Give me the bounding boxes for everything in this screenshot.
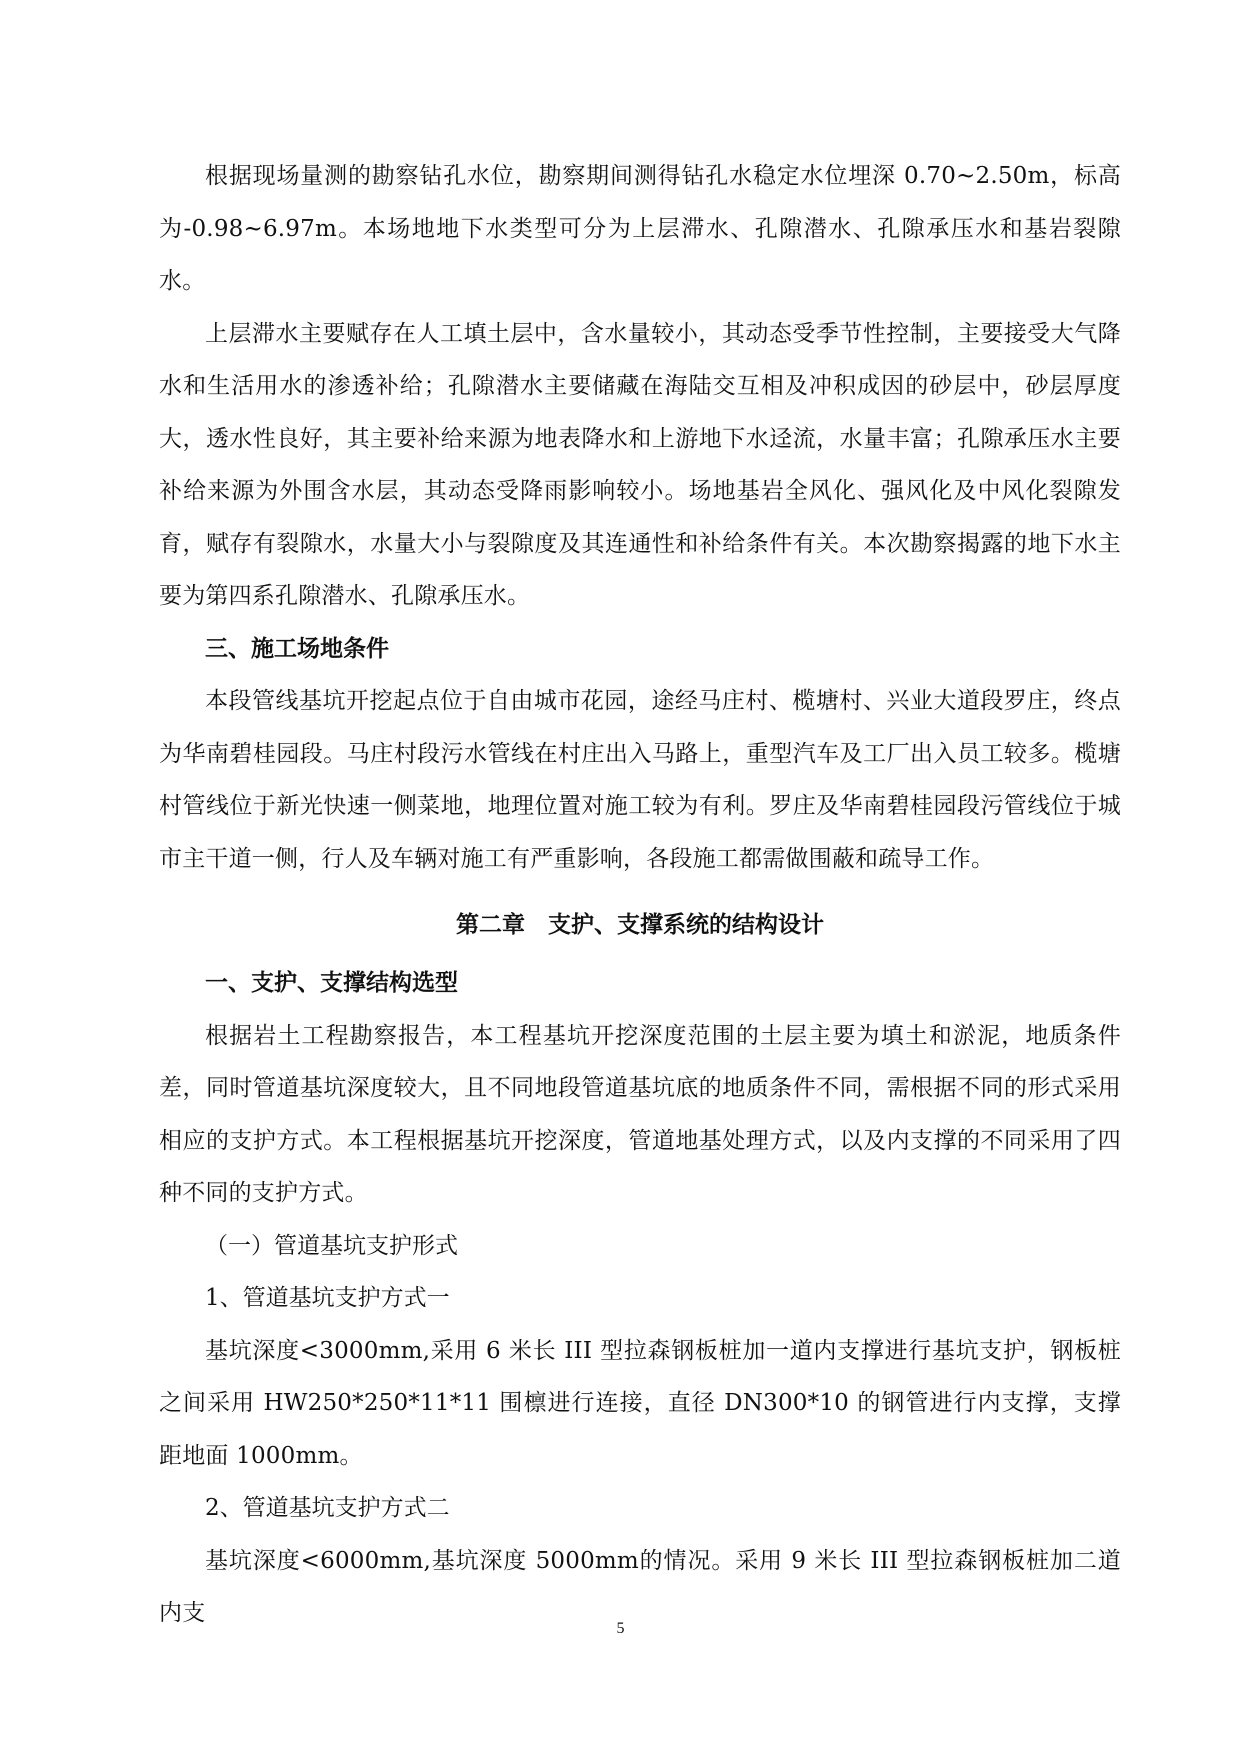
subheading-method-two: 2、管道基坑支护方式二 bbox=[205, 1495, 450, 1521]
chapter-title bbox=[159, 885, 1121, 957]
page-content bbox=[159, 150, 1121, 1640]
chapter-name: 支护、支撑系统的结构设计 bbox=[548, 911, 824, 938]
subheading-support-forms: （一）管道基坑支护形式 bbox=[205, 1232, 458, 1259]
page-number: 5 bbox=[616, 1620, 625, 1637]
paragraph-structure-selection: 根据岩土工程勘察报告，本工程基坑开挖深度范围的土层主要为填土和淤泥，地质条件差，同时管道基坑深度较大，且不同地段管道基坑底的地质条件不同，需根据不同的形式采用相应的支护方式。本工程根据基坑开挖深度，管道地基处理方式，以及内支撑的不同采用了四种不同的支护方式。 bbox=[159, 1022, 1121, 1206]
paragraph-method-one: 基坑深度<3000mm,采用 6 米长 III 型拉森钢板桩加一道内支撑进行基坑支护，钢板桩之间采用 HW250*250*11*11 围檩进行连接，直径 DN300*10 的钢管进行内支撑，支撑距地面 1000mm。 bbox=[159, 1337, 1121, 1469]
heading-structure-selection: 一、支护、支撑结构选型 bbox=[205, 969, 458, 996]
paragraph-site-conditions: 本段管线基坑开挖起点位于自由城市花园，途经马庄村、榄塘村、兴业大道段罗庄，终点为华南碧桂园段。马庄村段污水管线在村庄出入马路上，重型汽车及工厂出入员工较多。榄塘村管线位于新光快速一侧菜地，地理位置对施工较为有利。罗庄及华南碧桂园段污管线位于城市主干道一侧，行人及车辆对施工有严重影响，各段施工都需做围蔽和疏导工作。 bbox=[159, 688, 1121, 872]
paragraph-groundwater-types: 上层滞水主要赋存在人工填土层中，含水量较小，其动态受季节性控制，主要接受大气降水和生活用水的渗透补给；孔隙潜水主要储藏在海陆交互相及冲积成因的砂层中，砂层厚度大，透水性良好，其主要补给来源为地表降水和上游地下水迳流，水量丰富；孔隙承压水主要补给来源为外围含水层，其动态受降雨影响较小。场地基岩全风化、强风化及中风化裂隙发育，赋存有裂隙水，水量大小与裂隙度及其连通性和补给条件有关。本次勘察揭露的地下水主要为第四系孔隙潜水、孔隙承压水。 bbox=[159, 320, 1121, 609]
subheading-method-one: 1、管道基坑支护方式一 bbox=[205, 1285, 450, 1311]
paragraph-groundwater-level: 根据现场量测的勘察钻孔水位，勘察期间测得钻孔水稳定水位埋深 0.70~2.50m，标高为-0.98~6.97m。本场地地下水类型可分为上层滞水、孔隙潜水、孔隙承压水和基岩裂隙水。 bbox=[159, 163, 1121, 294]
heading-site-conditions: 三、施工场地条件 bbox=[205, 634, 389, 662]
chapter-number: 第二章 bbox=[456, 911, 525, 938]
paragraph-method-two: 基坑深度<6000mm,基坑深度 5000mm的情况。采用 9 米长 III 型拉森钢板桩加二道内支 bbox=[159, 1547, 1121, 1626]
